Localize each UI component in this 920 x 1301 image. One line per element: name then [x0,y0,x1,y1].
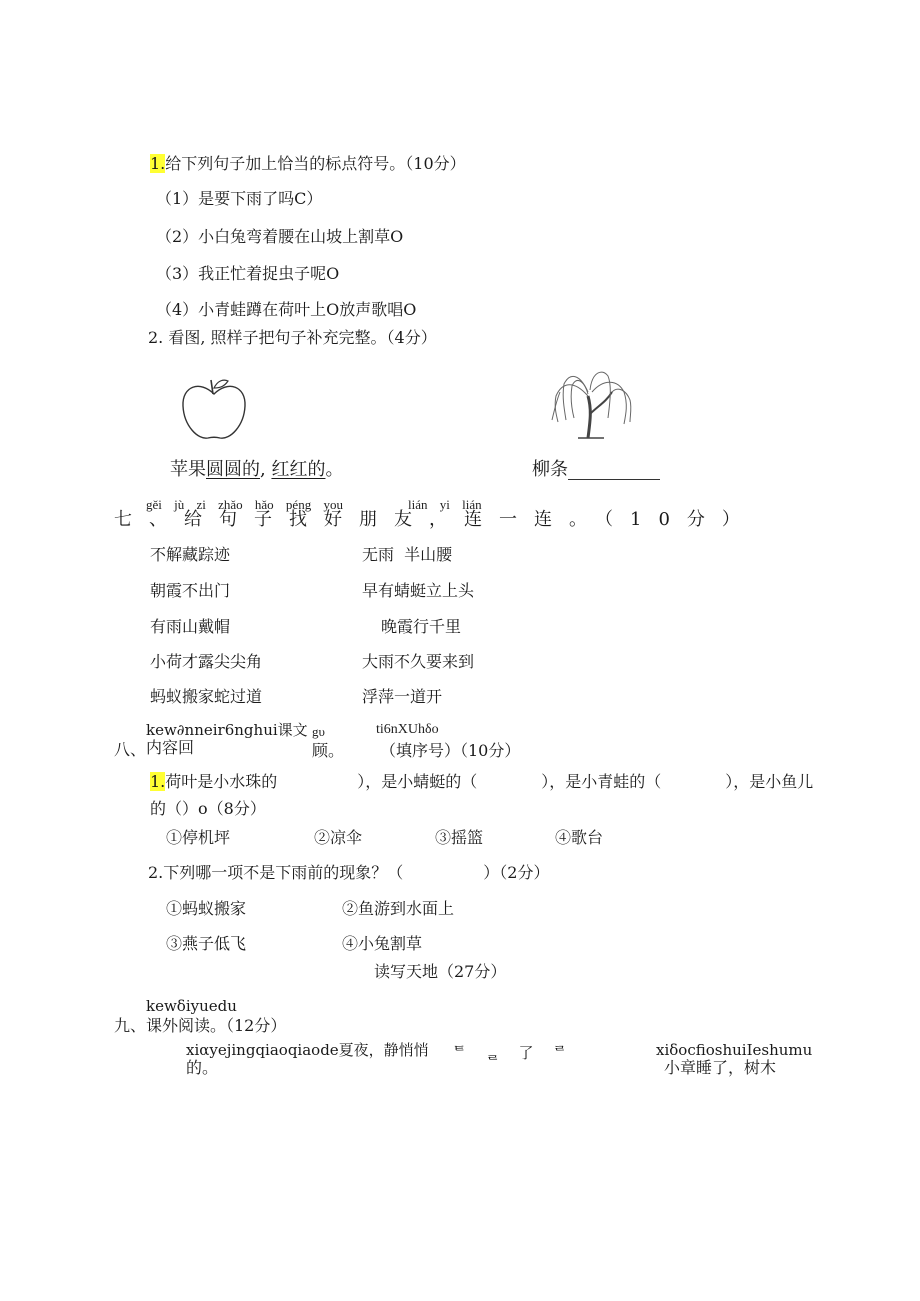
s8-line2: 内容回 [146,738,195,757]
q1-item-3: （3）我正忙着捉虫子呢O [156,264,340,283]
s7-left-1[interactable]: 不解藏踪迹 [150,545,231,564]
section7-title: 七、给句子找好朋友，连一连。（10分） [114,509,757,530]
willow-prefix: 柳条 [532,459,568,480]
willow-illustration [548,362,636,442]
s7-right-5[interactable]: 浮萍一道开 [362,687,443,706]
s8-q1-option-4[interactable]: ④歌台 [555,828,604,847]
q1-item-1: （1）是要下雨了吗C） [156,189,323,208]
s7-right-2[interactable]: 早有蜻蜓立上头 [362,581,475,600]
q1-number: 1. [150,154,166,173]
apple-word-round: 圆圆的 [206,459,260,480]
apple-separator: , [260,459,272,480]
s9-de: 的。 [186,1058,219,1077]
s8-q1-option-3[interactable]: ③摇篮 [435,828,484,847]
part-title: 读写天地（27分） [374,962,507,981]
s7-left-3[interactable]: 有雨山戴帽 [150,617,231,636]
s7-right-3[interactable]: 晚霞行千里 [381,617,462,636]
s8-pinyin-a: kew∂nneir6nghui课文 [146,721,308,739]
section7-pinyin-2: lián yi lián [408,497,482,512]
s7-left-5[interactable]: 蚂蚁搬家蛇过道 [150,687,263,706]
s8-fill-instruction: （填序号）（10分） [380,741,521,760]
s8-q2-text: 2.下列哪一项不是下雨前的现象？（ ）（2分） [148,863,550,882]
willow-answer-blank[interactable] [568,463,660,480]
s8-q1-line2: 的（）o（8分） [150,799,266,818]
s7-right-1[interactable]: 无雨 半山腰 [362,545,453,564]
s9-title: 九、课外阅读。（12分） [114,1016,287,1035]
apple-prefix: 苹果 [170,459,206,480]
s8-q2-option-2[interactable]: ②鱼游到水面上 [342,899,455,918]
s8-q1-option-2[interactable]: ②凉伞 [314,828,363,847]
s7-left-4[interactable]: 小荷才露尖尖角 [150,652,263,671]
s8-q1-text: 荷叶是小水珠的 ），是小蜻蜓的（ ），是小青蛙的（ ），是小鱼儿 [165,772,814,791]
s8-q2-option-1[interactable]: ①蚂蚁搬家 [166,899,247,918]
s9-right-text: 小章睡了，树木 [664,1058,777,1077]
apple-illustration [176,374,252,444]
s7-right-4[interactable]: 大雨不久要来到 [362,652,475,671]
s8-gu: 顾。 [312,741,345,760]
s8-label: 八、 [114,740,147,759]
q1-heading [150,154,466,174]
s9-garbled-text: ᄐ ᆯ 了 ᄅ [452,1044,567,1062]
s7-left-2[interactable]: 朝霞不出门 [150,581,231,600]
s8-q1-option-1[interactable]: ①停机坪 [166,828,231,847]
s8-q2-option-3[interactable]: ③燕子低飞 [166,934,247,953]
s8-pinyin-c: ti6nXUhδo [376,722,439,737]
section7-pinyin-1: gěi jù zi zhǎo hǎo péng you [146,497,343,512]
s8-pinyin-b: gυ [312,724,325,739]
s9-pinyin: kewδiyuedu [146,997,237,1015]
s8-q2-option-4[interactable]: ④小兔割草 [342,934,423,953]
s9-pinyin-line: xiαyejingqiaoqiaode夏夜，静悄悄 [186,1041,429,1059]
q1-instruction: 给下列句子加上恰当的标点符号。（10分） [165,154,466,173]
q2-instruction: 2. 看图, 照样子把句子补充完整。（4分） [148,328,437,347]
apple-end: 。 [325,459,344,480]
willow-sentence [532,460,660,480]
apple-sentence [170,460,343,480]
s8-q1-line1 [150,772,813,792]
q1-item-4: （4）小青蛙蹲在荷叶上O放声歌唱O [156,300,417,319]
apple-word-red: 红红的 [271,459,326,480]
s8-q1-number: 1. [150,772,166,791]
s9-pinyin-right: xiδocfioshuiIeshumu [656,1041,813,1059]
q1-item-2: （2）小白兔弯着腰在山坡上割草O [156,227,404,246]
